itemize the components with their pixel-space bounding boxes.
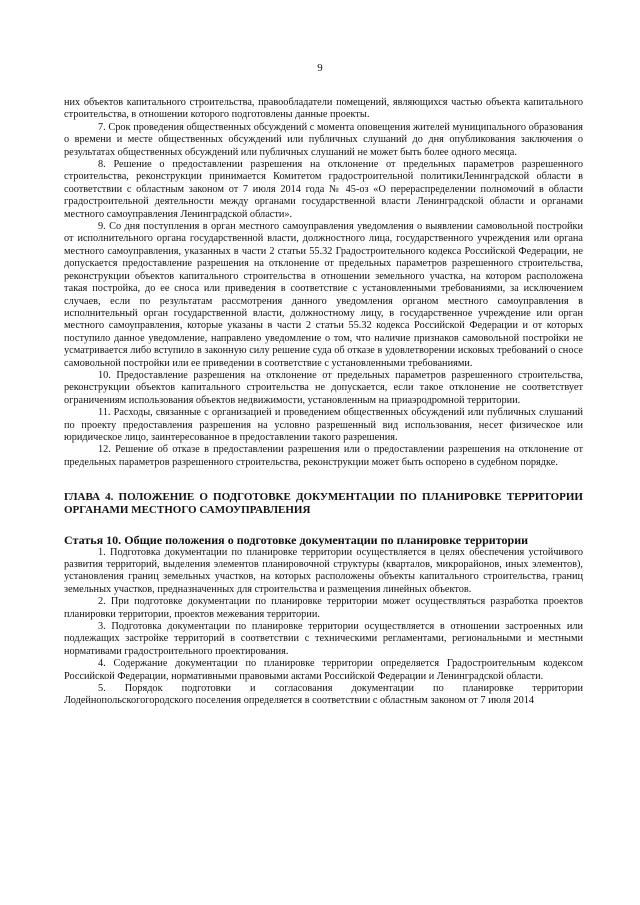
paragraph-continuation: них объектов капитального строительства, правообладатели помещений, являющихся частью объекта капитального строительства, в отношении которого подготовлены данные проекты. — [64, 97, 583, 121]
paragraph-10: 10. Предоставление разрешения на отклонение от предельных параметров разрешенного строительства, реконструкции объектов капитального строительства не допускается, если такое отклонение не соответствует ограничениям использования объектов недвижимости, установленным на приаэродромной территории. — [64, 369, 583, 406]
document-body — [64, 97, 583, 708]
article-paragraph-5: 5. Порядок подготовки и согласования документации по планировке территории Лодейнопольскогогородского поселения определяется в соответствии с областным законом от 7 июля 2014 — [64, 683, 583, 707]
paragraph-11: 11. Расходы, связанные с организацией и проведением общественных обсуждений или публичных слушаний по проекту предоставления разрешения на условно разрешенный вид использования, несет физическое или юридическое лицо, заинтересованное в предоставлении такого разрешения. — [64, 407, 583, 443]
article-paragraph-4: 4. Содержание документации по планировке территории определяется Градостроительным кодексом Российской Федерации, нормативными правовыми актами Российской Федерации и Ленинградской области. — [64, 658, 583, 682]
article-heading: Статья 10. Общие положения о подготовке документации по планировке территории — [64, 533, 529, 548]
page-number: 9 — [317, 62, 323, 74]
article-paragraph-3: 3. Подготовка документации по планировке территории осуществляется в отношении застроенных или подлежащих застройке территорий в соответствии с техническими регламентами, региональными и местными нормативами градостроительного проектирования. — [64, 621, 583, 657]
chapter-heading: ГЛАВА 4. ПОЛОЖЕНИЕ О ПОДГОТОВКЕ ДОКУМЕНТАЦИИ ПО ПЛАНИРОВКЕ ТЕРРИТОРИИ ОРГАНАМИ МЕСТНОГО САМОУПРАВЛЕНИЯ — [64, 491, 583, 517]
article-paragraph-2: 2. При подготовке документации по планировке территории может осуществляться разработка проектов планировки территории, проектов межевания территории. — [64, 596, 583, 620]
paragraph-8: 8. Решение о предоставлении разрешения на отклонение от предельных параметров разрешенного строительства, реконструкции принимается Комитетом градостроительной политикиЛенинградской области в соответствии с областным законом от 7 июля 2014 года № 45-оз «О перераспределении полномочий в области градостроительной деятельности между органами государственной власти Ленинградской области и органами местного самоуправления Ленинградской области». — [64, 159, 583, 220]
article-paragraph-1: 1. Подготовка документации по планировке территории осуществляется в целях обеспечения устойчивого развития территорий, выделения элементов планировочной структуры (кварталов, микрорайонов, иных элементов), установления границ земельных участков, на которых расположены объекты капитального строительства, границ земельных участков, предназначенных для строительства и размещения линейных объектов. — [64, 546, 583, 595]
paragraph-12: 12. Решение об отказе в предоставлении разрешения или о предоставлении разрешения на отклонение от предельных параметров разрешенного строительства, реконструкции может быть оспорено в судебном порядке. — [64, 444, 583, 468]
paragraph-9: 9. Со дня поступления в орган местного самоуправления уведомления о выявлении самовольной постройки от исполнительного органа государственной власти, должностного лица, государственного учреждения или органа местного самоуправления, указанных в части 2 статьи 55.32 Градостроительного кодекса Российской Федерации, не допускается предоставление разрешения на отклонение от предельных параметров разрешенного строительства, реконструкции объектов капитального строительства в отношении земельного участка, на котором расположена такая постройка, до ее сноса или приведения в соответствие с установленными требованиями, за исключением случаев, если по результатам рассмотрения данного уведомления органом местного самоуправления в исполнительный орган государственной власти, должностному лицу, в государственное учреждение или орган местного самоуправления, которые указаны в части 2 статьи 55.32 кодекса Российской Федерации и от которых поступило данное уведомление, направлено уведомление о том, что наличие признаков самовольной постройки не усматривается либо вступило в законную силу решение суда об отказе в удовлетворении исковых требований о сносе самовольной постройки или ее приведении в соответствие с установленными требованиями. — [64, 221, 583, 369]
paragraph-7: 7. Срок проведения общественных обсуждений с момента оповещения жителей муниципального образования о времени и месте общественных обсуждений или публичных слушаний до дня опубликования заключения о результатах общественных обсуждений или публичных слушаний не может быть более одного месяца. — [64, 121, 583, 158]
